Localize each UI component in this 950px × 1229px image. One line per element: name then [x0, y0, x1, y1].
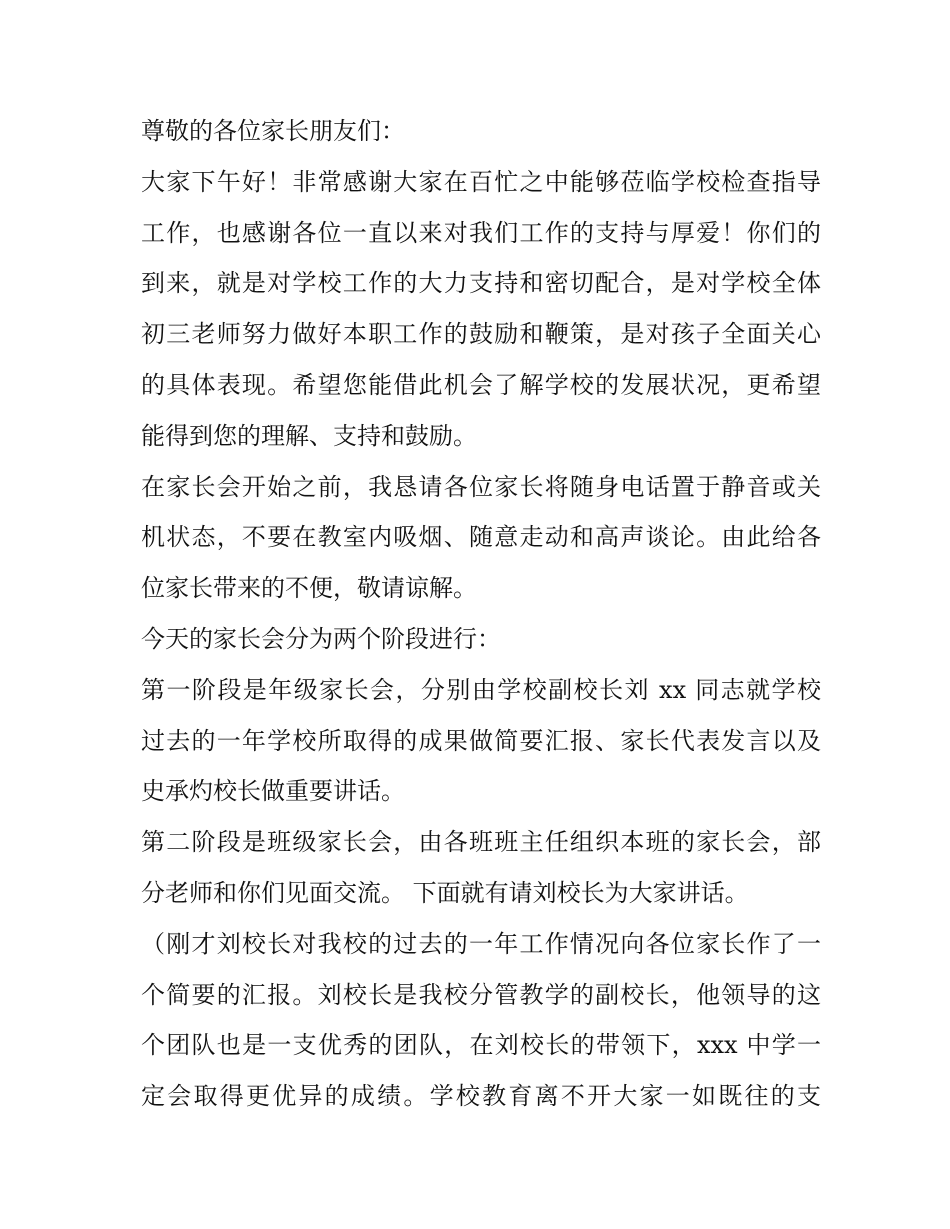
- text-line: 第一阶段是年级家长会，分别由学校副校长刘 xx 同志就学校: [141, 675, 821, 704]
- speech-text: [141, 106, 821, 1122]
- text-line: 机状态，不要在教室内吸烟、随意走动和高声谈论。由此给各: [141, 523, 821, 552]
- text-line: 个简要的汇报。刘校长是我校分管教学的副校长，他领导的这: [141, 980, 821, 1009]
- text-line: 的具体表现。希望您能借此机会了解学校的发展状况，更希望: [141, 370, 821, 399]
- text-line: 定会取得更优异的成绩。学校教育离不开大家一如既往的支: [141, 1082, 821, 1111]
- text-line: 能得到您的理解、支持和鼓励。: [141, 421, 477, 450]
- text-line: 工作，也感谢各位一直以来对我们工作的支持与厚爱！你们的: [141, 218, 821, 247]
- text-line: 史承灼校长做重要讲话。: [141, 777, 405, 806]
- text-line: 尊敬的各位家长朋友们：: [141, 117, 405, 145]
- text-line: 大家下午好！非常感谢大家在百忙之中能够莅临学校检查指导: [141, 167, 821, 196]
- text-line: 今天的家长会分为两个阶段进行：: [141, 624, 501, 653]
- text-line: 在家长会开始之前，我恳请各位家长将随身电话置于静音或关: [141, 472, 821, 501]
- text-line: 到来，就是对学校工作的大力支持和密切配合，是对学校全体: [141, 269, 821, 298]
- text-line: 初三老师努力做好本职工作的鼓励和鞭策，是对孩子全面关心: [141, 320, 821, 349]
- text-line: 分老师和你们见面交流。 下面就有请刘校长为大家讲话。: [141, 878, 749, 907]
- text-line: 个团队也是一支优秀的团队，在刘校长的带领下，xxx 中学一: [141, 1031, 821, 1060]
- text-line: 过去的一年学校所取得的成果做简要汇报、家长代表发言以及: [141, 726, 821, 755]
- text-line: 第二阶段是班级家长会，由各班班主任组织本班的家长会，部: [141, 828, 821, 857]
- text-line: （刚才刘校长对我校的过去的一年工作情况向各位家长作了一: [141, 929, 821, 958]
- text-line: 位家长带来的不便，敬请谅解。: [141, 574, 477, 603]
